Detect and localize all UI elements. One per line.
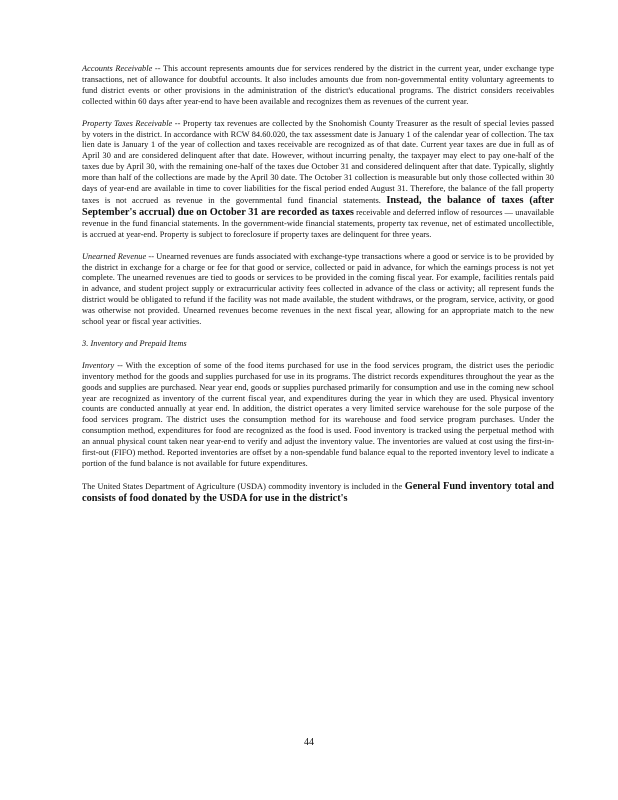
paragraph-text-tail: receivable and deferred inflow of resources — unavailable revenue in the fund financial statements. In the government-wide financial statements, property tax revenue, net of estimated uncollectible, is accrued at year-end. Property is subject to foreclosure if property taxes are delinquent for three years. (82, 207, 554, 239)
paragraph-lead: Unearned Revenue (82, 251, 147, 261)
paragraph-property-taxes (82, 119, 554, 241)
paragraph-text: -- Unearned revenues are funds associated with exchange-type transactions where a good or service is to be provided by the district in exchange for a charge or fee for that good or service, collected or paid in advance, for which the earnings process is not yet complete. The unearned revenues are tied to goods or services to be provided in the coming fiscal year. For example, facilities rentals paid in advance, and student project supply or extracurricular activity fees collected in advance of the class or activity; all represent funds the district would be obligated to refund if the facility was not made available, the student withdraws, or the program, service, activity, or good was otherwise not provided. Unearned revenues become revenues in the next fiscal year, allowing for an appropriate match to the new school year or fiscal year activities. (82, 251, 554, 327)
paragraph-text: The United States Department of Agriculture (USDA) commodity inventory is included in the (82, 481, 403, 491)
paragraph-lead: Property Taxes Receivable (82, 118, 173, 128)
paragraph-lead: Accounts Receivable (82, 64, 153, 73)
paragraph-unearned-revenue (82, 252, 554, 328)
paragraph-inventory (82, 361, 554, 470)
paragraph-lead: Inventory (82, 360, 115, 370)
paragraph-usda (82, 481, 554, 505)
page-number: 44 (304, 737, 314, 748)
paragraph-accounts-receivable (82, 64, 554, 108)
paragraph-text: -- With the exception of some of the food items purchased for use in the food services program, the district uses the periodic inventory method for the goods and supplies purchased for use in its programs. The district records expenditures throughout the year as the goods and supplies are purchased. Near year end, goods or supplies purchased primarily for consumption and use in the coming new school year are recognized as inventory of the current fiscal year, and expenditures during the year in which they are used. Physical inventory counts are conducted annually at year end. In addition, the district operates a very limited service warehouse for the sole purpose of the food services program. The district uses the consumption method for its warehouse and food service program purchases. Under the consumption method, expenditures for food are recognized as the food is used. Food inventory is tracked using the perpetual method with an annual physical count taken near year-end to verify and adjust the inventory value. The inventories are valued at cost using the first-in-first-out (FIFO) method. Reported inventories are offset by a non-spendable fund balance equal to the reported inventory level to indicate a portion of the fund balance is not available for future expenditures. (82, 360, 554, 468)
paragraph-text-bold-line: General Fund inventory total and consists of food donated by the USDA for use in the district's (82, 480, 555, 504)
paragraph-text: -- Property tax revenues are collected by the Snohomish County Treasurer as the result of special levies passed by voters in the district. In accordance with RCW 84.60.020, the tax assessment date is January 1 of the calendar year of collection. The tax lien date is January 1 of the year of collection and taxes receivable are recognized as of that date. Current year taxes are due in full as of April 30 and are considered delinquent after that date. However, without incurring penalty, the taxpayer may elect to pay one-half of the taxes due by April 30, with the remaining one-half of the taxes due October 31 and considered delinquent after that date. Typically, slightly more than half of the collections are made by the April 30 date. The October 31 collection is measurable but only those collected within 30 days of year-end are available in time to cover liabilities for the fiscal period ended August 31. Therefore, the balance of the fall property taxes is not accrued as revenue in the governmental fund financial statements. (82, 118, 554, 205)
paragraph-text: -- This account represents amounts due for services rendered by the district in the current year, under exchange type transactions, net of allowance for doubtful accounts. It also includes amounts due from non-governmental entity voluntary agreements to fund district events or other provisions in the administration of the district's educational programs. The district considers receivables collected within 60 days after year-end to have been available and recognizes them as revenues of the current year. (82, 64, 554, 106)
page-body (82, 64, 554, 516)
paragraph-text-bold-line: Instead, the balance of taxes (after September's accrual) due on October 31 are recorded as taxes (82, 194, 554, 218)
section-heading: 3. Inventory and Prepaid Items (82, 338, 187, 348)
